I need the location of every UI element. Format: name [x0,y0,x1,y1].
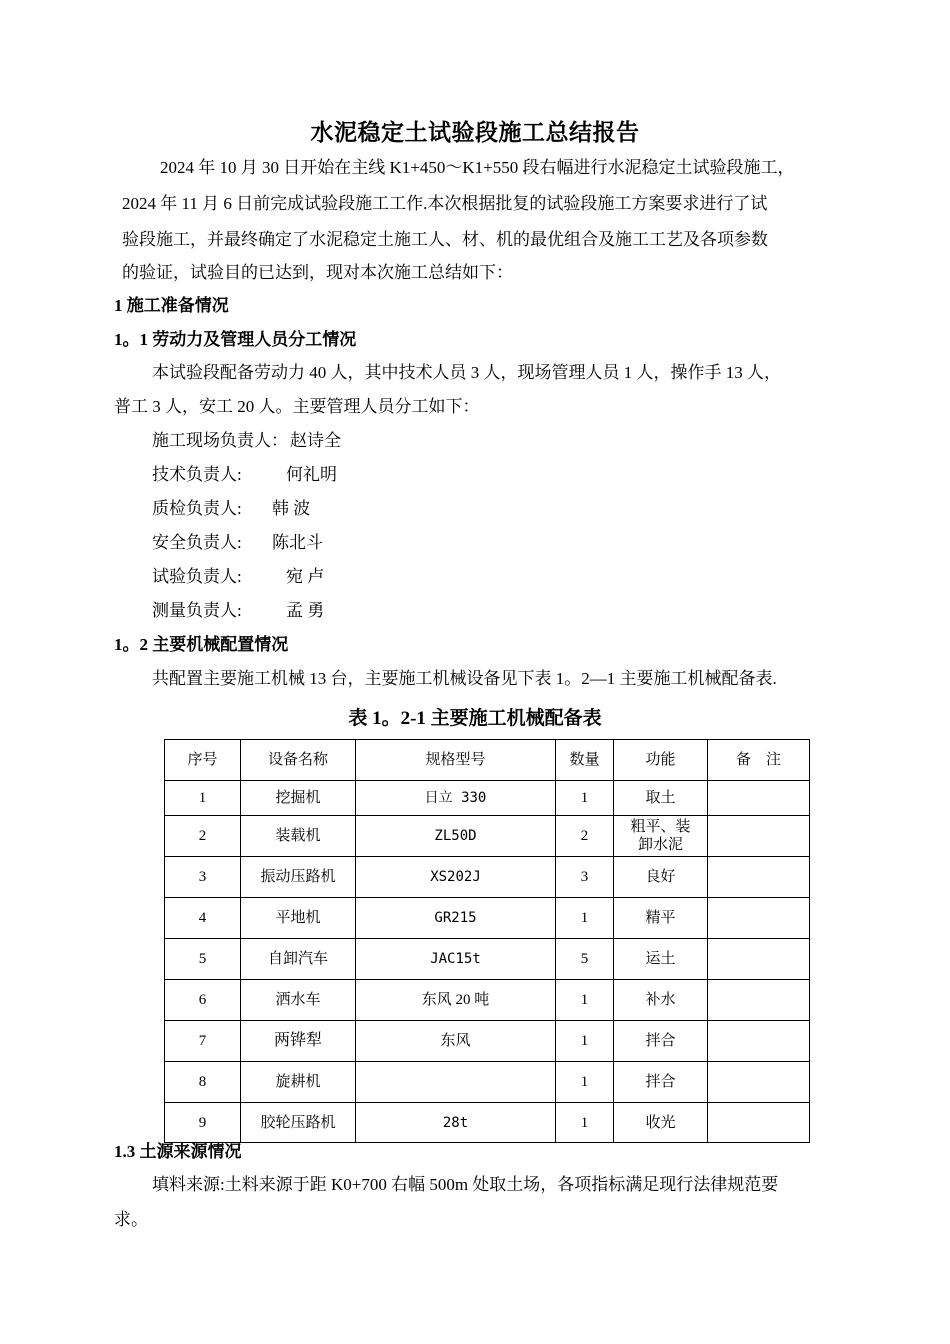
machinery-table [164,739,810,1143]
cell-function: 拌合 [614,1062,708,1103]
header-cell-model: 规格型号 [356,740,556,781]
table-row [165,1021,810,1062]
cell-quantity: 2 [556,816,614,857]
cell-function: 良好 [614,857,708,898]
cell-model [356,1062,556,1103]
cell-quantity: 3 [556,857,614,898]
cell-model: 28t [356,1103,556,1143]
page-title: 水泥稳定土试验段施工总结报告 [310,120,640,145]
cell-quantity: 1 [556,1103,614,1143]
cell-index: 5 [165,939,241,980]
header-cell-index: 序号 [165,740,241,781]
section-1-2-heading: 1。2 主要机械配置情况 [114,635,289,654]
cell-name: 两铧犁 [241,1021,356,1062]
table-row [165,898,810,939]
role-title: 安全负责人: [152,533,242,552]
header-cell-name: 设备名称 [241,740,356,781]
cell-name: 自卸汽车 [241,939,356,980]
role-person: 何礼明 [286,465,337,484]
section-1-1-heading: 1。1 劳动力及管理人员分工情况 [114,330,357,349]
cell-name: 振动压路机 [241,857,356,898]
cell-remarks [708,980,810,1021]
role-item [152,566,412,588]
role-person: 陈北斗 [272,533,323,552]
role-item [152,464,412,486]
role-title: 施工现场负责人： [152,431,288,450]
table-row [165,980,810,1021]
cell-name: 胶轮压路机 [241,1103,356,1143]
intro-line-2: 2024 年 11 月 6 日前完成试验段施工工作.本次根据批复的试验段施工方案要求进行了试 [122,194,768,213]
role-title: 技术负责人: [152,465,242,484]
header-cell-function: 功能 [614,740,708,781]
cell-remarks [708,857,810,898]
role-title: 质检负责人: [152,499,242,518]
cell-model: XS202J [356,857,556,898]
cell-name: 装载机 [241,816,356,857]
cell-index: 6 [165,980,241,1021]
role-person: 赵诗全 [290,431,341,450]
cell-quantity: 1 [556,980,614,1021]
cell-quantity: 1 [556,1021,614,1062]
header-cell-quantity: 数量 [556,740,614,781]
intro-line-1: 2024 年 10 月 30 日开始在主线 K1+450～K1+550 段右幅进行水泥稳定土试验段施工， [160,158,795,177]
cell-model: JAC15t [356,939,556,980]
role-title: 试验负责人: [152,567,242,586]
cell-remarks [708,816,810,857]
cell-quantity: 1 [556,1062,614,1103]
table-row [165,939,810,980]
labor-para-line-2: 普工 3 人，安工 20 人。主要管理人员分工如下： [114,397,480,416]
role-person: 孟 勇 [286,601,325,620]
section-1-3-heading: 1.3 土源来源情况 [114,1142,242,1161]
header-cell-remarks: 备 注 [708,740,810,781]
cell-index: 3 [165,857,241,898]
cell-remarks [708,1062,810,1103]
cell-remarks [708,1021,810,1062]
cell-function: 取土 [614,781,708,816]
machinery-para: 共配置主要施工机械 13 台，主要施工机械设备见下表 1。2—1 主要施工机械配备表. [152,669,777,688]
cell-name: 旋耕机 [241,1062,356,1103]
cell-function: 补水 [614,980,708,1021]
cell-index: 7 [165,1021,241,1062]
table-row [165,781,810,816]
role-item [152,498,412,520]
role-person: 韩 波 [272,499,311,518]
cell-index: 2 [165,816,241,857]
soil-para-line-2: 求。 [114,1210,148,1229]
cell-function: 粗平、装卸水泥 [614,816,708,857]
table-row [165,1062,810,1103]
cell-quantity: 1 [556,781,614,816]
cell-model: 日立 330 [356,781,556,816]
cell-model: 东风 20 吨 [356,980,556,1021]
table-row [165,816,810,857]
cell-name: 洒水车 [241,980,356,1021]
role-item [152,532,412,554]
cell-function: 运土 [614,939,708,980]
cell-remarks [708,898,810,939]
role-person: 宛 卢 [286,567,325,586]
cell-index: 4 [165,898,241,939]
cell-index: 9 [165,1103,241,1143]
intro-line-3: 验段施工，并最终确定了水泥稳定土施工人、材、机的最优组合及施工工艺及各项参数 [122,230,768,249]
table-row [165,857,810,898]
cell-index: 8 [165,1062,241,1103]
role-title: 测量负责人: [152,601,242,620]
cell-remarks [708,781,810,816]
table-row [165,1103,810,1143]
cell-function: 精平 [614,898,708,939]
role-item [152,430,412,452]
section-1-heading: 1 施工准备情况 [114,296,229,315]
cell-remarks [708,1103,810,1143]
cell-quantity: 5 [556,939,614,980]
cell-index: 1 [165,781,241,816]
role-item [152,600,412,622]
cell-name: 平地机 [241,898,356,939]
soil-para-line-1: 填料来源:土料来源于距 K0+700 右幅 500m 处取土场，各项指标满足现行法律规范要 [152,1175,779,1194]
cell-model: 东风 [356,1021,556,1062]
cell-model: ZL50D [356,816,556,857]
cell-remarks [708,939,810,980]
labor-para-line-1: 本试验段配备劳动力 40 人，其中技术人员 3 人，现场管理人员 1 人，操作手 13 人， [152,363,781,382]
cell-name: 挖掘机 [241,781,356,816]
cell-function: 拌合 [614,1021,708,1062]
table-header-row [165,740,810,781]
table-title: 表 1。2-1 主要施工机械配备表 [348,708,602,729]
cell-quantity: 1 [556,898,614,939]
cell-function: 收光 [614,1103,708,1143]
cell-model: GR215 [356,898,556,939]
intro-line-4: 的验证，试验目的已达到，现对本次施工总结如下： [122,263,513,282]
